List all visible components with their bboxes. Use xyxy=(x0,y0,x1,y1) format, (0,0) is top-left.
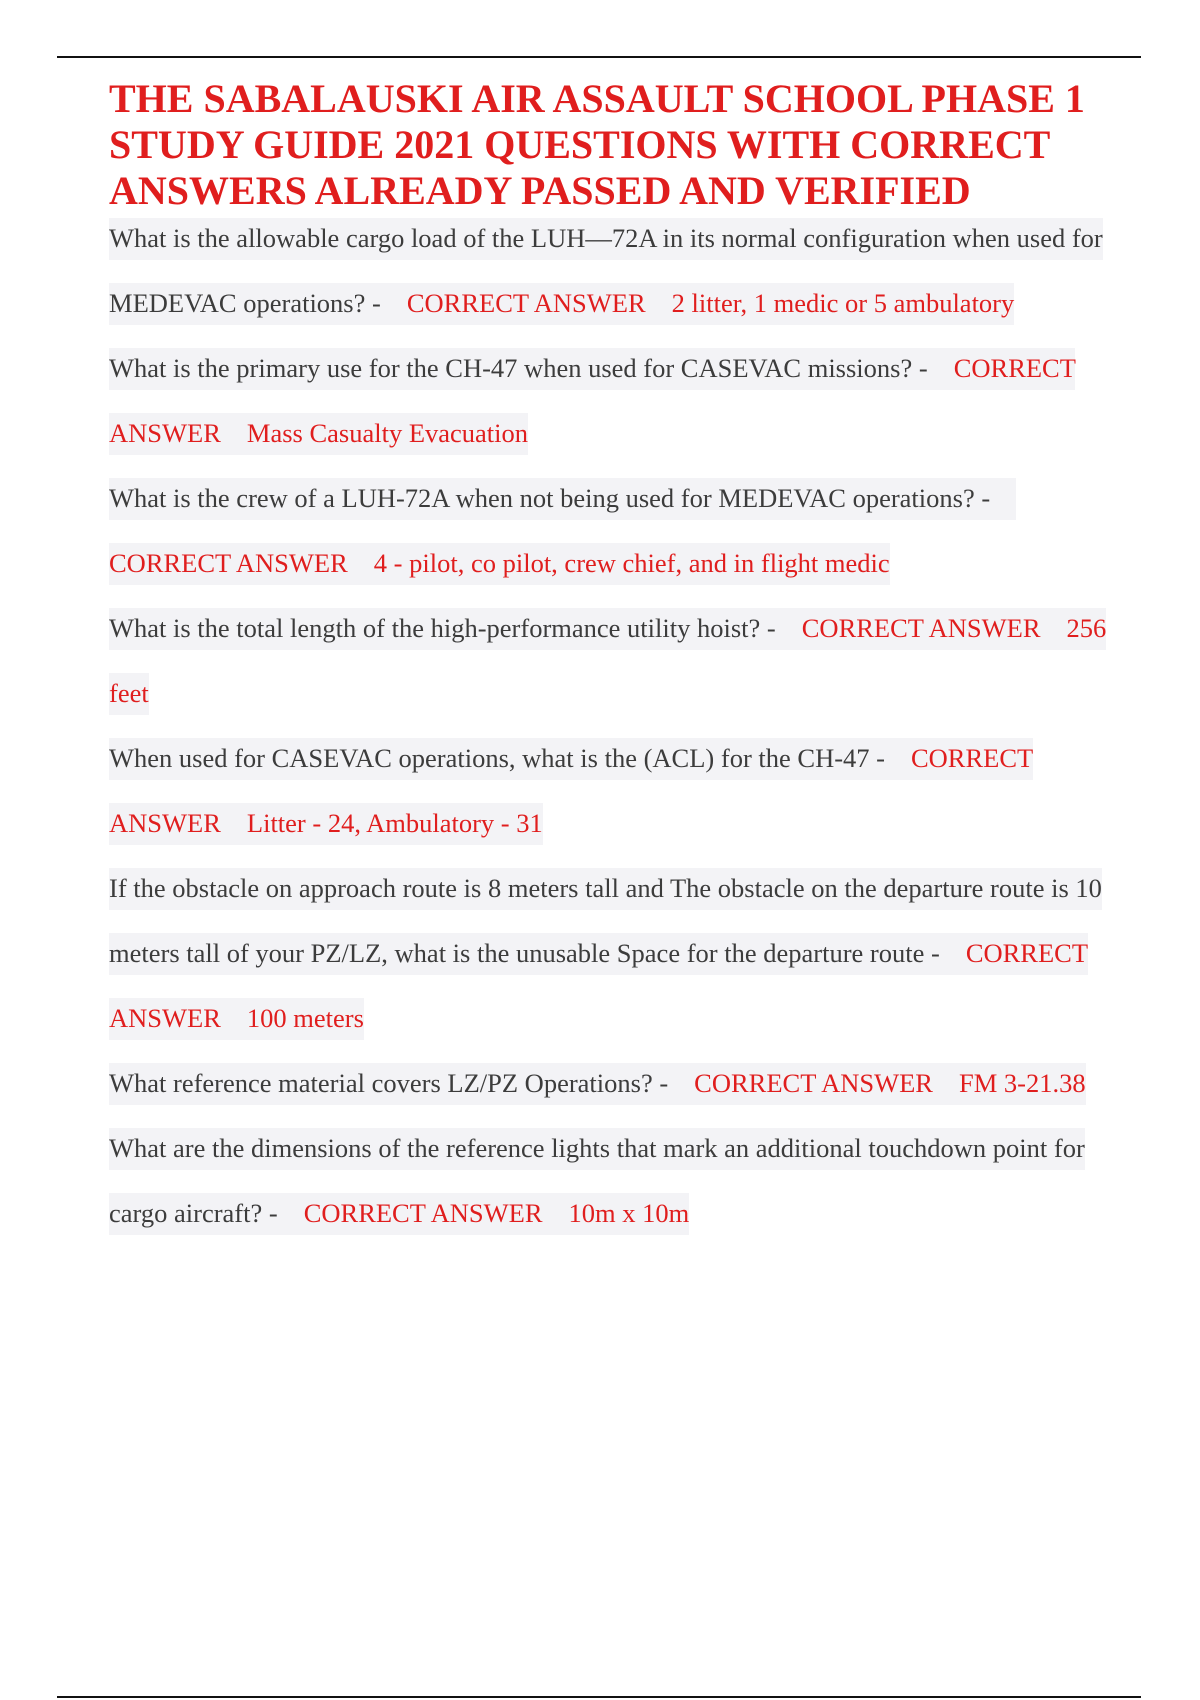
answer-text: Litter - 24, Ambulatory - 31 xyxy=(246,808,543,838)
question-text: What is the crew of a LUH-72A when not being used for MEDEVAC operations? xyxy=(109,483,975,513)
qa-item xyxy=(109,206,1119,336)
answer-text: 4 - pilot, co pilot, crew chief, and in flight medic xyxy=(373,548,890,578)
qa-item xyxy=(109,336,1119,466)
qa-item xyxy=(109,596,1119,726)
separator: - xyxy=(930,938,940,968)
answer-label: CORRECT ANSWER xyxy=(109,548,348,578)
question-text: What reference material covers LZ/PZ Operations? xyxy=(109,1068,653,1098)
separator: - xyxy=(372,288,381,318)
answer-text: FM 3-21.38 xyxy=(958,1068,1086,1098)
qa-list xyxy=(109,206,1119,1246)
qa-item xyxy=(109,726,1119,856)
answer-label: CORRECT ANSWER xyxy=(694,1068,933,1098)
question-text: What is the allowable cargo load of the LUH—72A in its normal configuration when used for MEDEVAC operations? xyxy=(109,223,1103,318)
question-text: What is the total length of the high-performance utility hoist? xyxy=(109,613,761,643)
document-page xyxy=(109,76,1119,1246)
separator: - xyxy=(766,613,776,643)
answer-text: Mass Casualty Evacuation xyxy=(246,418,529,448)
question-text: What are the dimensions of the reference lights that mark an additional touchdown point for cargo aircraft? xyxy=(109,1133,1085,1228)
qa-item xyxy=(109,856,1119,1051)
qa-item xyxy=(109,1116,1119,1246)
separator: - xyxy=(981,483,991,513)
qa-item xyxy=(109,466,1119,596)
answer-label: CORRECT ANSWER xyxy=(801,613,1041,643)
answer-text: 10m x 10m xyxy=(568,1198,690,1228)
bottom-rule xyxy=(57,1696,1141,1698)
answer-label: CORRECT ANSWER xyxy=(406,288,646,318)
document-title: THE SABALAUSKI AIR ASSAULT SCHOOL PHASE 1 STUDY GUIDE 2021 QUESTIONS WITH CORRECT ANSWERS ALREADY PASSED AND VERIFIED xyxy=(109,76,1085,213)
answer-label: CORRECT ANSWER xyxy=(109,743,1033,838)
answer-text: 256 feet xyxy=(109,613,1107,708)
answer-label: CORRECT ANSWER xyxy=(109,938,1088,1033)
answer-label: CORRECT ANSWER xyxy=(109,353,1076,448)
answer-text: 100 meters xyxy=(246,1003,364,1033)
question-text: When used for CASEVAC operations, what is the (ACL) for the CH-47 xyxy=(109,743,870,773)
separator: - xyxy=(659,1068,669,1098)
question-text: If the obstacle on approach route is 8 meters tall and The obstacle on the departure route is 10 meters tall of your PZ/LZ, what is the unusable Space for the departure route xyxy=(109,873,1102,968)
separator: - xyxy=(268,1198,278,1228)
top-rule xyxy=(57,56,1141,58)
separator: - xyxy=(876,743,885,773)
question-text: What is the primary use for the CH-47 when used for CASEVAC missions? xyxy=(109,353,913,383)
qa-item xyxy=(109,1051,1119,1116)
answer-label: CORRECT ANSWER xyxy=(303,1198,543,1228)
separator: - xyxy=(918,353,928,383)
answer-text: 2 litter, 1 medic or 5 ambulatory xyxy=(671,288,1015,318)
